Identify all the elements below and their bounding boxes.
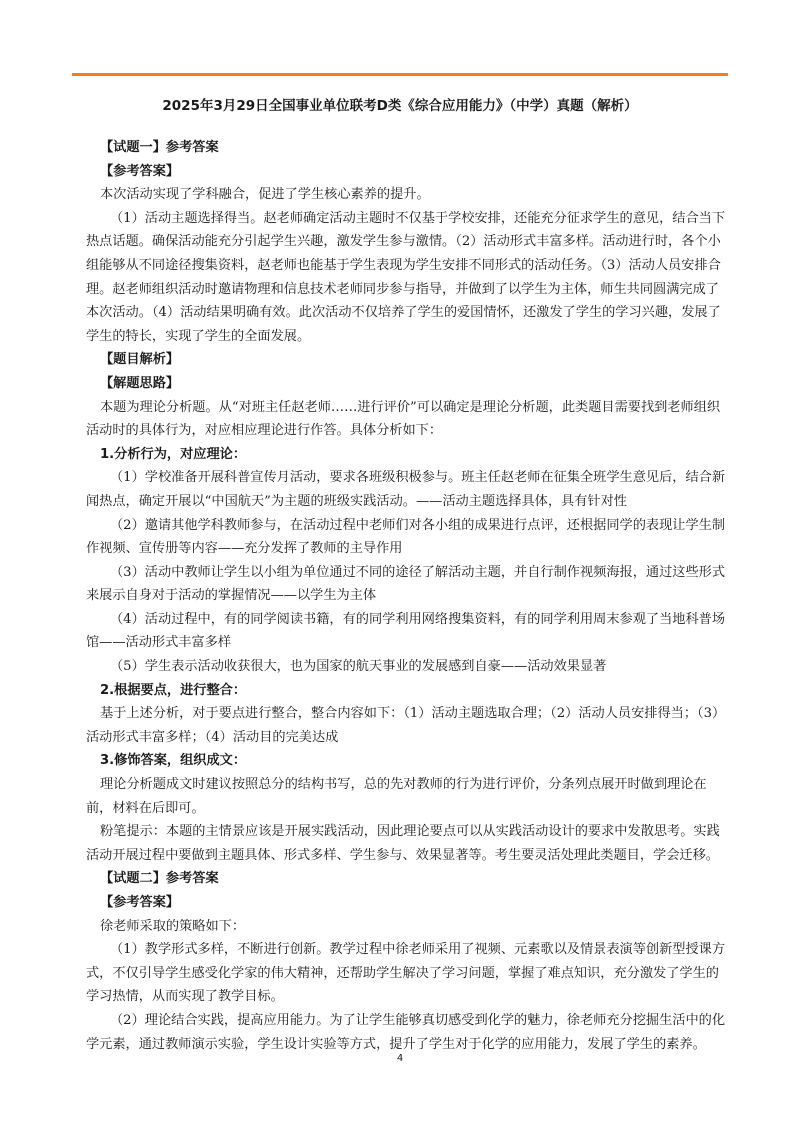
paragraph: 徐老师采取的策略如下： bbox=[100, 918, 246, 934]
document-title: 2025年3月29日全国事业单位联考D类《综合应用能力》（中学）真题（解析） bbox=[162, 98, 638, 114]
analysis-heading: 【题目解析】 bbox=[100, 352, 180, 368]
paragraph: 本次活动实现了学科融合，促进了学生核心素养的提升。 bbox=[100, 187, 430, 203]
list-item: （5）学生表示活动收获很大，也为国家的航天事业的发展感到自豪——活动效果显著 bbox=[110, 659, 607, 675]
list-item: （2）理论结合实践，提高应用能力。为了让学生能够真切感受到化学的魅力，徐老师充分挖掘生活中的化学元素，通过教师演示实验，学生设计实验等方式，提升了学生对于化学的应用能力，发展了学生的素养。 bbox=[86, 1012, 726, 1052]
approach-heading: 【解题思路】 bbox=[100, 375, 180, 391]
paragraph: （1）活动主题选择得当。赵老师确定活动主题时不仅基于学校安排，还能充分征求学生的意见，结合当下热点话题。确保活动能充分引起学生兴趣，激发学生参与激情。（2）活动形式丰富多样。活动进行时，各个小组能够从不同途径搜集资料，赵老师也能基于学生表现为学生安排不同形式的活动任务。（3）活动人员安排合理。赵老师组织活动时邀请物理和信息技术老师同步参与指导，并做到了以学生为主体，师生共同圆满完成了本次活动。（4）活动结果明确有效。此次活动不仅培养了学生的爱国情怀，还激发了学生的学习兴趣，发展了学生的特长，实现了学生的全面发展。 bbox=[86, 210, 726, 344]
document-body bbox=[86, 136, 728, 1056]
list-item: （2）邀请其他学科教师参与，在活动过程中老师们对各小组的成果进行点评，还根据同学的表现让学生制作视频、宣传册等内容——充分发挥了教师的主导作用 bbox=[86, 517, 726, 557]
step-heading: 3.修饰答案，组织成文： bbox=[100, 753, 247, 769]
list-item: （1）教学形式多样，不断进行创新。教学过程中徐老师采用了视频、元素歌以及情景表演等创新型授课方式，不仅引导学生感受化学家的伟大精神，还帮助学生解决了学习问题，掌握了难点知识，充分激发了学生的学习热情，从而实现了教学目标。 bbox=[86, 942, 726, 1005]
tip-paragraph: 粉笔提示：本题的主情景应该是开展实践活动，因此理论要点可以从实践活动设计的要求中发散思考。实践活动开展过程中要做到主题具体、形式多样、学生参与、效果显著等。考生要灵活处理此类题目，学会迁移。 bbox=[86, 824, 720, 863]
step-heading: 2.根据要点，进行整合： bbox=[100, 682, 247, 698]
section-heading-q1: 【试题一】参考答案 bbox=[100, 140, 219, 155]
paragraph: 基于上述分析，对于要点进行整合，整合内容如下：（1）活动主题选取合理；（2）活动人员安排得当；（3）活动形式丰富多样；（4）活动目的完美达成 bbox=[86, 706, 726, 745]
section-heading-q2: 【试题二】参考答案 bbox=[100, 871, 219, 887]
list-item: （1）学校准备开展科普宣传月活动，要求各班级积极参与。班主任赵老师在征集全班学生意见后，结合新闻热点，确定开展以“中国航天”为主题的班级实践活动。——活动主题选择具体，具有针对性 bbox=[86, 470, 726, 509]
list-item: （4）活动过程中，有的同学阅读书籍，有的同学利用网络搜集资料，有的同学利用周末参观了当地科普场馆——活动形式丰富多样 bbox=[86, 611, 726, 651]
reference-answer-heading: 【参考答案】 bbox=[100, 895, 180, 910]
reference-answer-heading: 【参考答案】 bbox=[100, 163, 180, 179]
paragraph: 本题为理论分析题。从“对班主任赵老师……进行评价”可以确定是理论分析题，此类题目需要找到老师组织活动时的具体行为，对应相应理论进行作答。具体分析如下： bbox=[86, 399, 721, 439]
step-heading: 1.分析行为，对应理论： bbox=[100, 446, 247, 462]
list-item: （3）活动中教师让学生以小组为单位通过不同的途径了解活动主题，并自行制作视频海报，通过这些形式来展示自身对于活动的掌握情况——以学生为主体 bbox=[86, 564, 726, 604]
page-number: 4 bbox=[396, 1053, 404, 1064]
header-rule bbox=[72, 73, 728, 76]
paragraph: 理论分析题成文时建议按照总分的结构书写，总的先对教师的行为进行评价，分条列点展开时做到理论在前，材料在后即可。 bbox=[86, 777, 707, 816]
